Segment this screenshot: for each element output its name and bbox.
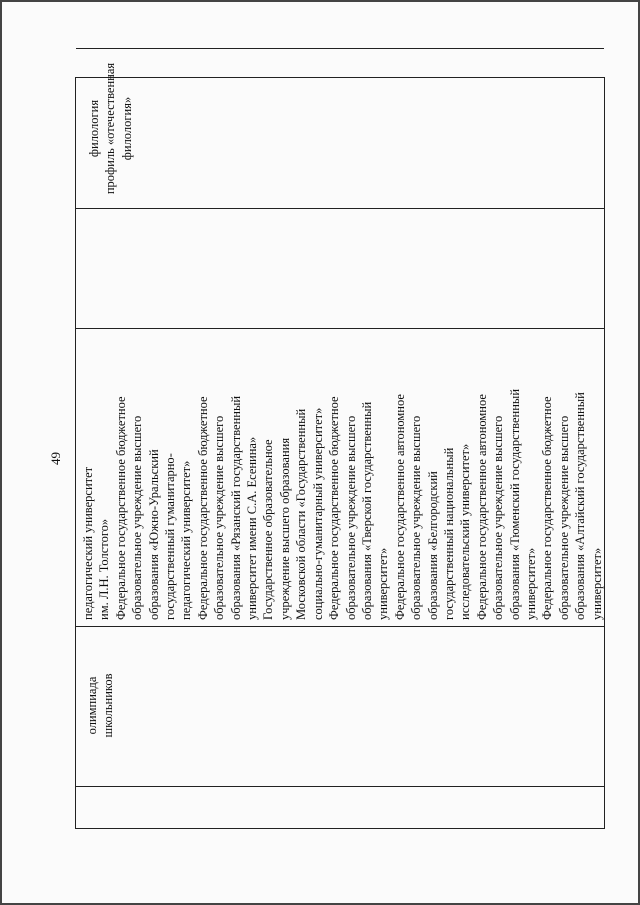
organizer-line: социально-гуманитарный университет» (310, 407, 325, 620)
organizer-line: государственный национальный (441, 447, 456, 620)
subject-line: филология (87, 99, 101, 158)
subject-line: профиль «отечественная (103, 62, 118, 195)
organizer-line: учреждение высшего образования (277, 437, 292, 620)
organizer-line: образовательное учреждение высшего (409, 415, 424, 620)
organizer-line: Московской области «Государственный (294, 408, 309, 620)
organizer-line: образования «Тверской государственный (359, 401, 374, 620)
subject-line: филология» (119, 96, 134, 161)
olympiad-type-line: школьников (101, 673, 116, 738)
organizer-line: образования «Тюменский государственный (507, 388, 522, 620)
organizer-line: им. Л.Н. Толстого» (97, 518, 112, 620)
organizer-line: исследовательский университет» (458, 443, 473, 620)
page-number: 49 (48, 452, 63, 465)
organizer-line: образовательное учреждение высшего (491, 415, 506, 620)
organizer-line: педагогический университет» (179, 460, 194, 620)
organizer-line: образовательное учреждение высшего (556, 415, 571, 620)
organizer-line: университет имени С.А. Есенина» (245, 436, 260, 620)
organizer-line: государственный гуманитарно- (163, 453, 178, 620)
organizer-line: образования «Алтайский государственный (573, 392, 588, 620)
organizer-line: Федеральное государственное автономное (392, 394, 407, 620)
organizer-line: университет» (376, 547, 391, 620)
organizer-line: образовательное учреждение высшего (343, 415, 358, 620)
organizer-line: педагогический университет (81, 466, 95, 620)
organizer-line: образовательное учреждение высшего (212, 415, 227, 620)
organizer-line: Федеральное государственное бюджетное (195, 396, 210, 620)
organizer-line: университет» (523, 547, 538, 620)
organizer-line: Государственное образовательное (261, 439, 276, 620)
organizer-line: образования «Рязанский государственный (228, 395, 243, 620)
organizer-line: Федеральное государственное автономное (474, 394, 489, 620)
olympiad-type-line: олимпиада (85, 676, 99, 735)
organizer-line: образования «Южно-Уральский (146, 449, 161, 620)
organizer-line: образовательное учреждение высшего (130, 415, 145, 620)
organizer-line: Федеральное государственное бюджетное (113, 396, 128, 620)
organizer-line: университет» (589, 547, 604, 620)
organizer-line: Федеральное государственное бюджетное (540, 396, 555, 620)
organizer-line: образования «Белгородский (425, 471, 440, 620)
organizer-line: Федеральное государственное бюджетное (327, 396, 342, 620)
